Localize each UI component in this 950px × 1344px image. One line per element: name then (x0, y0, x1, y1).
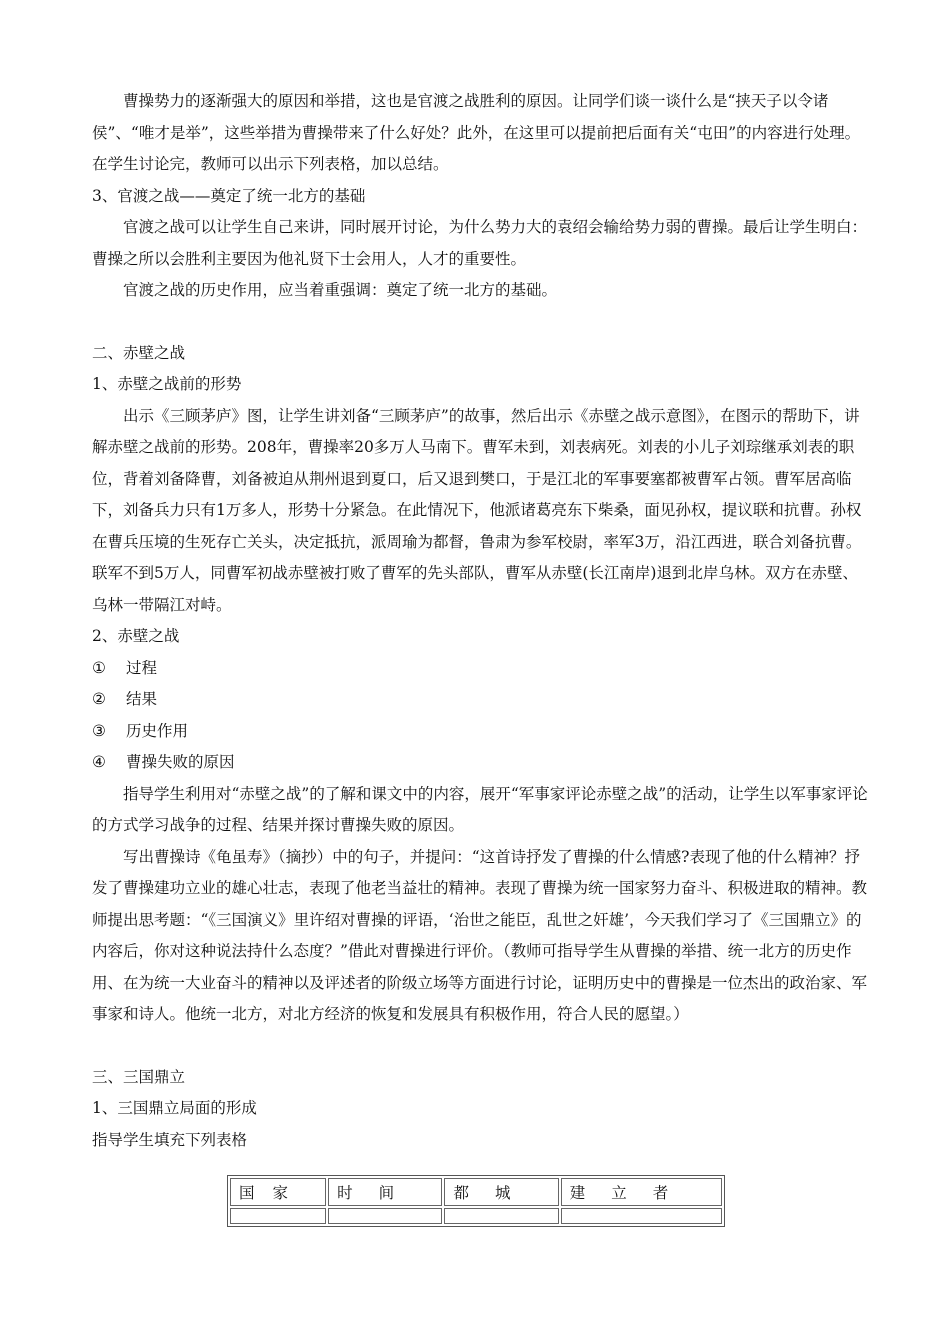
subheading-chibi-battle: 2、赤壁之战 (92, 627, 180, 645)
list-item (92, 653, 870, 685)
list-text: 过程 (126, 658, 158, 677)
header-country: 国家 (230, 1178, 326, 1206)
instruction-fill-table: 指导学生填充下列表格 (92, 1130, 248, 1149)
section-heading-chibi: 二、赤壁之战 (92, 343, 186, 362)
blank-cell[interactable] (444, 1208, 558, 1224)
heading-guandu: 3、官渡之战——奠定了统一北方的基础 (92, 186, 366, 205)
list-number: ④ (92, 753, 106, 771)
table-header-row (230, 1178, 722, 1206)
section-heading-three-kingdoms: 三、三国鼎立 (92, 1067, 186, 1086)
list-number: ① (92, 658, 106, 677)
list-number: ③ (92, 721, 106, 740)
list-item (92, 716, 870, 748)
blank-cell[interactable] (230, 1208, 326, 1224)
subheading-pre-chibi: 1、赤壁之战前的形势 (92, 375, 242, 393)
list-text: 结果 (126, 690, 158, 708)
paragraph-cao-cao-poem: 写出曹操诗《龟虽寿》（摘抄）中的句子，并提问：“这首诗抒发了曹操的什么情感?表现了他的什么精神？抒发了曹操建功立业的雄心壮志，表现了他老当益壮的精神。表现了曹操为统一国家努力奋斗、积极进取的精神。教师提出思考题：“《三国演义》里许绍对曹操的评语，‘治世之能臣，乱世之奸雄’，今天我们学习了《三国鼎立》的内容后，你对这种说法持什么态度？”借此对曹操进行评价。（教师可指导学生从曹操的举措、统一北方的历史作用、在为统一大业奋斗的精神以及评述者的阶级立场等方面进行讨论，证明历史中的曹操是一位杰出的政治家、军事家和诗人。他统一北方，对北方经济的恢复和发展具有积极作用，符合人民的愿望。） (92, 847, 868, 1023)
subheading-three-kingdoms-formation: 1、三国鼎立局面的形成 (92, 1099, 257, 1117)
blank-cell[interactable] (328, 1208, 442, 1224)
paragraph-guandu-significance: 官渡之战的历史作用，应当着重强调：奠定了统一北方的基础。 (123, 281, 558, 299)
spacer (92, 1031, 870, 1062)
paragraph-guandu-discussion: 官渡之战可以让学生自己来讲，同时展开讨论，为什么势力大的袁绍会输给势力弱的曹操。最后让学生明白：曹操之所以会胜利主要因为他礼贤下士会用人，人才的重要性。 (92, 218, 868, 268)
spacer (92, 307, 870, 338)
fill-in-table (227, 1175, 725, 1227)
list-number: ② (92, 690, 106, 708)
header-founder: 建立者 (561, 1178, 722, 1206)
list-text: 历史作用 (126, 721, 189, 740)
paragraph-cao-cao-rise: 曹操势力的逐渐强大的原因和举措，这也是官渡之战胜利的原因。让同学们谈一谈什么是“挟天子以令诸侯”、“唯才是举”，这些举措为曹操带来了什么好处？此外，在这里可以提前把后面有关“屯田”的内容进行处理。在学生讨论完，教师可以出示下列表格，加以总结。 (92, 92, 861, 173)
paragraph-pre-chibi-situation: 出示《三顾茅庐》图，让学生讲刘备“三顾茅庐”的故事，然后出示《赤壁之战示意图》，在图示的帮助下，讲解赤壁之战前的形势。208年，曹操率20多万人马南下。曹军未到，刘表病死。刘表的小儿子刘琮继承刘表的职位，背着刘备降曹，刘备被迫从荆州退到夏口，后又退到樊口，于是江北的军事要塞都被曹军占领。曹军居高临下，刘备兵力只有1万多人，形势十分紧急。在此情况下，他派诸葛亮东下柴桑，面见孙权，提议联和抗曹。孙权在曹兵压境的生死存亡关头，决定抵抗，派周瑜为都督，鲁肃为参军校尉，率军3万，沿江西进，联合刘备抗曹。联军不到5万人，同曹军初战赤壁被打败了曹军的先头部队，曹军从赤壁(长江南岸)退到北岸乌林。双方在赤壁、乌林一带隔江对峙。 (92, 406, 862, 614)
paragraph-military-review: 指导学生利用对“赤壁之战”的了解和课文中的内容，展开“军事家评论赤壁之战”的活动，让学生以军事家评论的方式学习战争的过程、结果并探讨曹操失败的原因。 (92, 784, 868, 834)
document-body (92, 86, 870, 1156)
blank-cell[interactable] (561, 1208, 722, 1224)
list-item (92, 747, 870, 779)
list-item (92, 684, 870, 716)
table-row (230, 1208, 722, 1224)
header-capital: 都城 (444, 1178, 558, 1206)
list-text: 曹操失败的原因 (126, 753, 235, 771)
header-time: 时间 (328, 1178, 442, 1206)
